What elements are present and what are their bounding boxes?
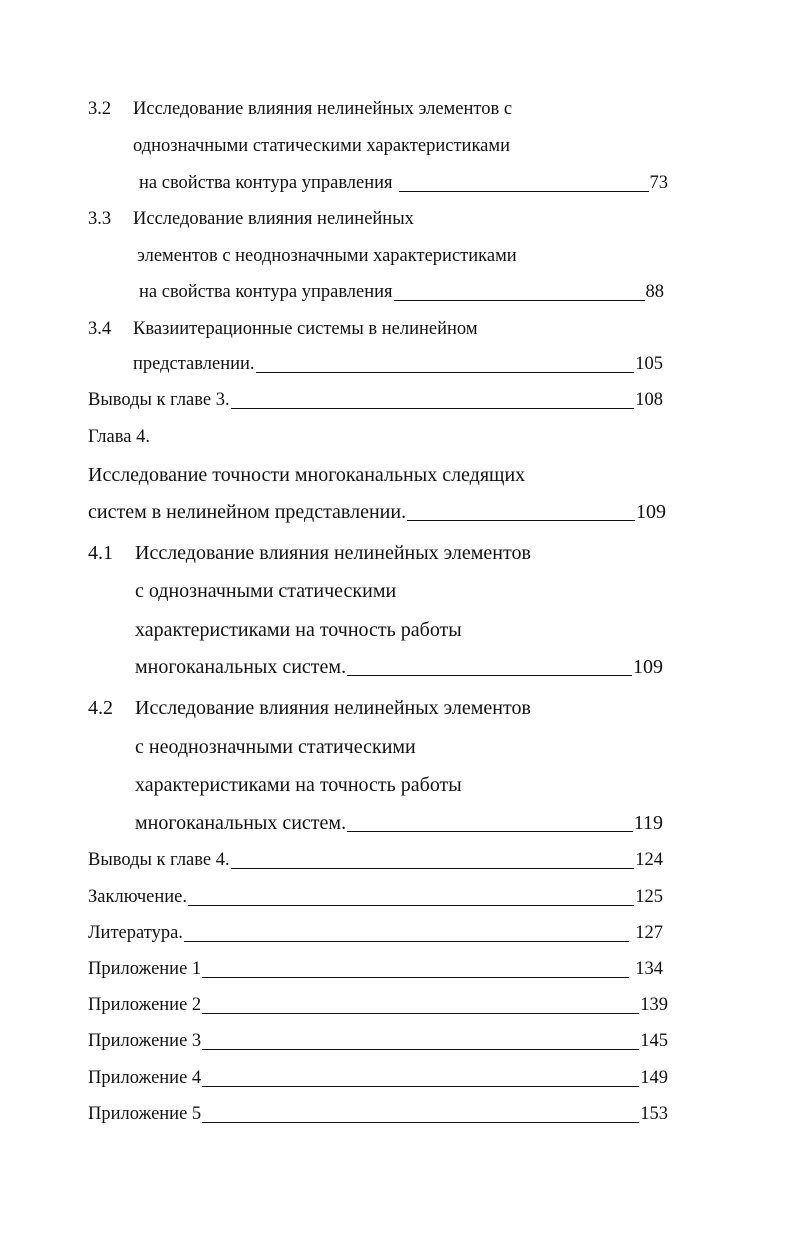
toc-entry-literature[interactable] [88, 914, 663, 944]
entry-title: Выводы к главе 3. [88, 390, 230, 410]
leader-line [202, 1105, 639, 1123]
toc-entry-4-2-line-1 [88, 689, 668, 719]
toc-entry-3-4-line-1 [88, 310, 668, 340]
toc-entry-appendix-3[interactable] [88, 1022, 668, 1052]
section-title-line: с неоднозначными статическими [135, 736, 416, 758]
section-title-line: Квазиитерационные системы в нелинейном [133, 319, 478, 339]
leader-line [202, 1069, 639, 1087]
section-title-line: с однозначными статическими [135, 580, 397, 602]
toc-entry-4-1-line-2 [135, 572, 635, 602]
entry-title: Приложение 4 [88, 1068, 202, 1088]
toc-entry-appendix-2[interactable] [88, 986, 668, 1016]
section-title-line: элементов с неоднозначными характеристиками [137, 246, 517, 266]
page-number: 134 [635, 959, 663, 979]
section-number: 4.2 [88, 697, 113, 719]
section-title-line: на свойства контура управления [139, 173, 393, 193]
page-number: 105 [635, 354, 663, 374]
toc-entry-conclusions-3[interactable] [88, 381, 663, 411]
leader-line [407, 503, 635, 521]
toc-entry-4-1-line-3 [135, 611, 635, 641]
page-number: 119 [633, 812, 663, 834]
page-number: 73 [649, 173, 668, 193]
toc-entry-4-2-line-2 [135, 728, 635, 758]
leader-line [347, 814, 633, 832]
leader-line [394, 283, 645, 301]
toc-entry-4-2-line-4[interactable] [135, 804, 663, 834]
entry-title: Приложение 5 [88, 1104, 202, 1124]
toc-entry-conclusion[interactable] [88, 878, 663, 908]
leader-line [231, 391, 635, 409]
leader-line [399, 174, 649, 192]
entry-title: Приложение 3 [88, 1031, 202, 1051]
section-number: 3.2 [88, 99, 112, 119]
chapter-label: Глава 4. [88, 427, 150, 447]
page-number: 109 [636, 501, 666, 523]
section-title-line: характеристиками на точность работы [135, 619, 462, 641]
page-number: 149 [640, 1068, 668, 1088]
section-title-line: характеристиками на точность работы [135, 774, 462, 796]
chapter-title-line: Исследование точности многоканальных следящих [88, 464, 526, 486]
section-number: 3.3 [88, 209, 112, 229]
toc-entry-4-1-line-1 [88, 534, 668, 564]
section-title-line: представлении. [133, 354, 255, 374]
toc-entry-3-3-line-3[interactable] [139, 273, 664, 303]
leader-line [202, 960, 629, 978]
leader-line [184, 924, 629, 942]
leader-line [202, 996, 639, 1014]
section-title-line: многоканальных систем. [135, 656, 347, 678]
page-number: 139 [640, 995, 668, 1015]
toc-chapter-4-line-1 [88, 456, 668, 486]
toc-entry-4-2-line-3 [135, 766, 635, 796]
toc-entry-conclusions-4[interactable] [88, 841, 663, 871]
leader-line [202, 1032, 639, 1050]
toc-entry-appendix-5[interactable] [88, 1095, 668, 1125]
leader-line [188, 888, 634, 906]
section-number: 3.4 [88, 319, 112, 339]
entry-title: Приложение 2 [88, 995, 202, 1015]
toc-entry-3-2-line-2 [133, 127, 673, 157]
toc-entry-4-1-line-4[interactable] [135, 648, 663, 678]
toc-entry-3-3-line-1 [88, 200, 668, 230]
entry-title: Приложение 1 [88, 959, 202, 979]
toc-entry-3-2-line-3[interactable] [139, 164, 668, 194]
toc-entry-appendix-1[interactable] [88, 950, 663, 980]
leader-line [256, 355, 635, 373]
chapter-title-line: систем в нелинейном представлении. [88, 501, 407, 523]
page-number: 153 [640, 1104, 668, 1124]
page-number: 127 [635, 923, 663, 943]
toc-chapter-4-line-2[interactable] [88, 493, 666, 523]
section-title-line: Исследование влияния нелинейных [133, 209, 414, 229]
page-number: 88 [645, 282, 664, 302]
section-title-line: многоканальных систем. [135, 812, 347, 834]
section-title-line: на свойства контура управления [139, 282, 393, 302]
page-number: 125 [635, 887, 663, 907]
leader-line [347, 658, 632, 676]
entry-title: Выводы к главе 4. [88, 850, 230, 870]
page-number: 109 [633, 656, 663, 678]
section-title-line: Исследование влияния нелинейных элементов [135, 542, 531, 564]
entry-title: Литература. [88, 923, 183, 943]
toc-chapter-4-label [88, 418, 388, 448]
toc-entry-appendix-4[interactable] [88, 1059, 668, 1089]
page-number: 124 [635, 850, 663, 870]
entry-title: Заключение. [88, 887, 187, 907]
leader-line [231, 851, 635, 869]
section-number: 4.1 [88, 542, 113, 564]
toc-entry-3-3-line-2 [137, 237, 677, 267]
page-number: 145 [640, 1031, 668, 1051]
toc-entry-3-2-line-1 [88, 90, 668, 120]
page-number: 108 [635, 390, 663, 410]
section-title-line: Исследование влияния нелинейных элементов с [133, 99, 513, 119]
section-title-line: Исследование влияния нелинейных элементов [135, 697, 531, 719]
toc-entry-3-4-line-2[interactable] [133, 345, 663, 375]
section-title-line: однозначными статическими характеристиками [133, 136, 510, 156]
